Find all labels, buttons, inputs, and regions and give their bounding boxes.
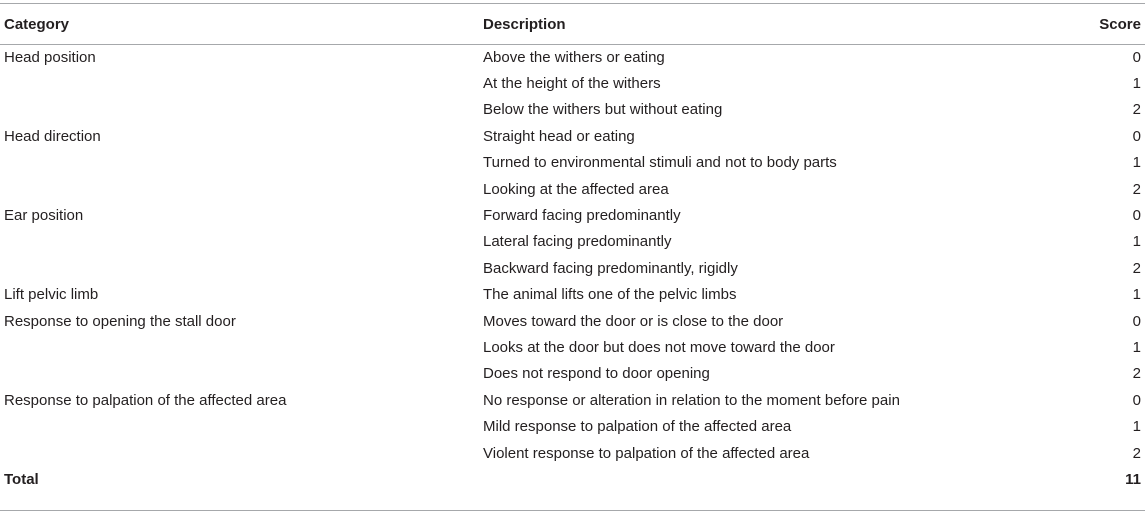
row-score: 0 (1132, 312, 1141, 330)
header-score: Score (1099, 15, 1141, 33)
row-category (0, 361, 483, 387)
row-score: 1 (1132, 418, 1141, 436)
row-category: Head direction (4, 127, 101, 145)
table-row (0, 440, 1145, 466)
row-category (0, 70, 483, 96)
row-description: No response or alteration in relation to the moment before pain (483, 391, 900, 409)
row-category: Response to opening the stall door (4, 312, 236, 330)
row-category: Head position (4, 48, 96, 66)
row-score: 1 (1132, 75, 1141, 93)
row-score: 2 (1132, 180, 1141, 198)
row-description: At the height of the withers (483, 75, 661, 93)
header-category: Category (4, 15, 70, 33)
table-row (0, 202, 1145, 228)
row-description: Looks at the door but does not move toward the door (483, 338, 835, 356)
row-category (0, 413, 483, 439)
row-description: Moves toward the door or is close to the door (483, 312, 784, 330)
table-row (0, 123, 1145, 149)
table-row (0, 387, 1145, 413)
header-row (0, 4, 1145, 44)
table-row (0, 413, 1145, 439)
table-row (0, 44, 1145, 70)
row-category (0, 440, 483, 466)
row-category (0, 255, 483, 281)
row-description: Does not respond to door opening (483, 365, 710, 383)
row-category (0, 97, 483, 123)
total-score: 11 (1125, 470, 1141, 488)
row-description: Below the withers but without eating (483, 101, 723, 119)
row-score: 2 (1132, 259, 1141, 277)
row-score: 0 (1132, 391, 1141, 409)
table-row (0, 70, 1145, 96)
row-score: 1 (1132, 233, 1141, 251)
row-score: 1 (1132, 154, 1141, 172)
total-row (0, 466, 1145, 492)
row-score: 2 (1132, 101, 1141, 119)
row-category (0, 176, 483, 202)
row-category: Lift pelvic limb (4, 286, 99, 304)
row-category: Ear position (4, 207, 84, 225)
table-row (0, 97, 1145, 123)
row-description: The animal lifts one of the pelvic limbs (483, 286, 737, 304)
table-row (0, 176, 1145, 202)
row-description: Above the withers or eating (483, 48, 665, 66)
row-category: Response to palpation of the affected area (4, 391, 287, 409)
row-score: 1 (1132, 286, 1141, 304)
row-score: 0 (1132, 207, 1141, 225)
table-row (0, 308, 1145, 334)
row-category (0, 334, 483, 360)
row-description: Backward facing predominantly, rigidly (483, 259, 738, 277)
row-description: Forward facing predominantly (483, 207, 681, 225)
row-score: 2 (1132, 444, 1141, 462)
row-description: Lateral facing predominantly (483, 233, 672, 251)
row-description: Straight head or eating (483, 127, 635, 145)
row-description: Mild response to palpation of the affected area (483, 418, 792, 436)
table-row (0, 361, 1145, 387)
row-score: 0 (1132, 48, 1141, 66)
total-label: Total (4, 470, 39, 488)
row-description: Violent response to palpation of the affected area (483, 444, 810, 462)
row-score: 1 (1132, 338, 1141, 356)
table-row (0, 282, 1145, 308)
table-row (0, 334, 1145, 360)
header-description: Description (483, 15, 566, 33)
total-description (483, 466, 1045, 492)
bottom-rule (0, 510, 1145, 511)
row-description: Turned to environmental stimuli and not to body parts (483, 154, 837, 172)
row-score: 0 (1132, 127, 1141, 145)
row-score: 2 (1132, 365, 1141, 383)
table-row (0, 150, 1145, 176)
row-category (0, 229, 483, 255)
row-category (0, 150, 483, 176)
table-row (0, 255, 1145, 281)
row-description: Looking at the affected area (483, 180, 669, 198)
score-table (0, 4, 1145, 493)
table-row (0, 229, 1145, 255)
